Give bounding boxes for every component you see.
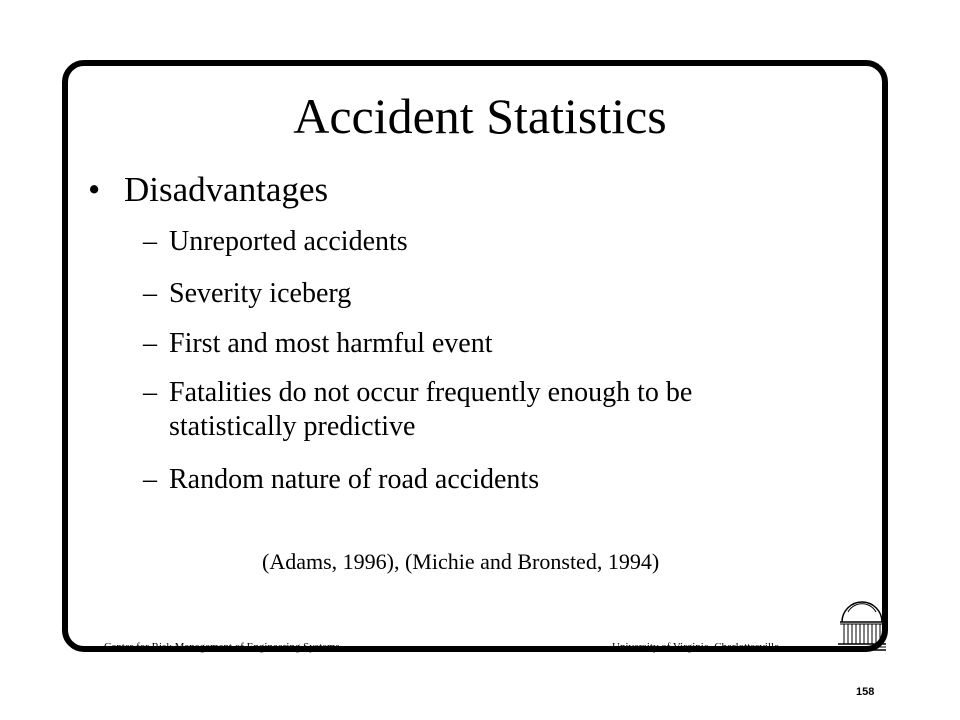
sub-item-text: Unreported accidents [169,226,408,257]
sub-item-random-nature [143,463,843,497]
sub-item-first-event [143,327,843,361]
sub-item-text: Random nature of road accidents [169,464,540,495]
dash-marker: – [143,464,157,495]
sub-item-fatalities [143,376,823,444]
sub-item-unreported [143,225,843,259]
page-number: 158 [856,686,875,698]
bullet-disadvantages [88,168,328,212]
sub-item-text: Fatalities do not occur frequently enough to be statistically predictive [169,377,693,442]
footer-organization: Center for Risk Management of Engineering Systems [104,641,340,653]
bullet-label: Disadvantages [124,170,329,209]
footer-university: University of Virginia, Charlottesville [612,641,779,653]
rotunda-logo-icon [836,600,888,652]
dash-marker: – [143,328,157,359]
citation: (Adams, 1996), (Michie and Bronsted, 1994) [262,549,660,574]
dash-marker: – [143,226,157,257]
dash-marker: – [143,377,157,408]
dash-marker: – [143,278,157,309]
sub-item-text: First and most harmful event [169,328,493,359]
sub-item-severity [143,277,843,311]
slide-title: Accident Statistics [293,88,667,144]
bullet-marker: • [88,170,101,209]
sub-item-text: Severity iceberg [169,278,352,309]
